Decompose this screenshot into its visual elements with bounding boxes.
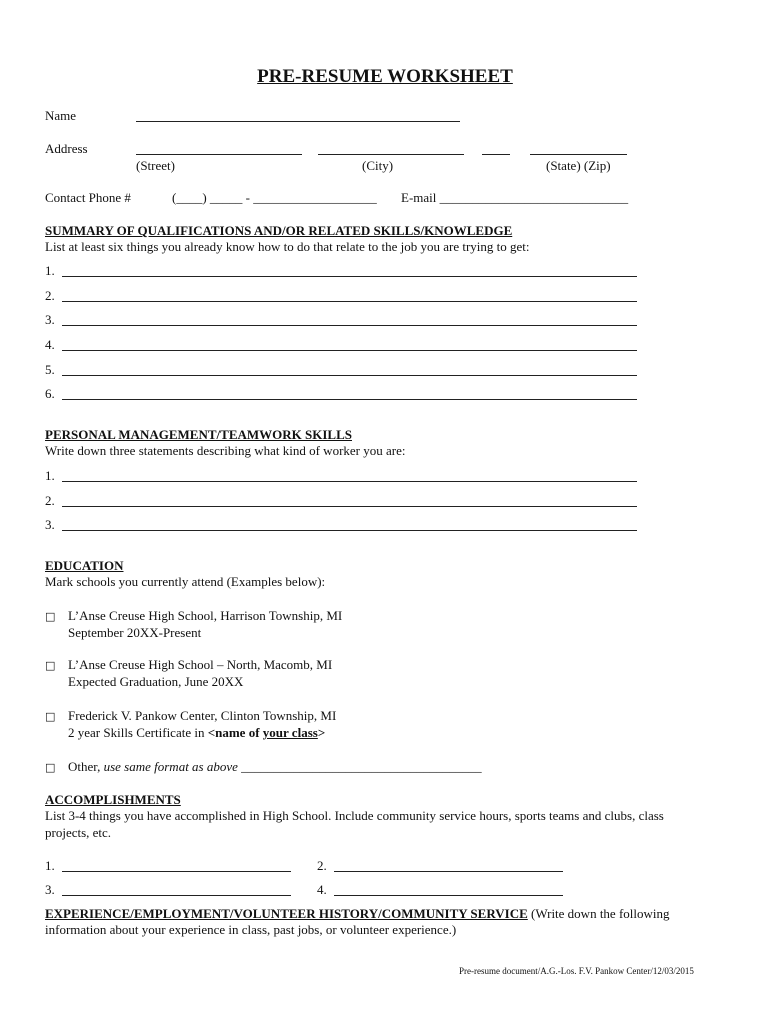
- summary-item-number: 4.: [45, 337, 55, 352]
- state-field-line[interactable]: [482, 154, 510, 155]
- class-placeholder-text: your class: [262, 725, 318, 740]
- other-checkbox[interactable]: □: [45, 761, 56, 774]
- state-zip-caption: (State) (Zip): [546, 158, 611, 173]
- personal-instruction: Write down three statements describing what kind of worker you are:: [45, 443, 406, 458]
- experience-instruction: (Write down the following: [527, 906, 670, 921]
- accomplishment-line[interactable]: [62, 871, 291, 872]
- experience-instruction-cont: information about your experience in class, past jobs, or volunteer experience.): [45, 922, 457, 937]
- summary-item-line[interactable]: [62, 301, 637, 302]
- summary-item-line[interactable]: [62, 350, 637, 351]
- school-checkbox[interactable]: □: [45, 659, 56, 672]
- footer-note: Pre-resume document/A.G.-Los. F.V. Pankow Center/12/03/2015: [459, 966, 694, 976]
- experience-heading-line: [45, 906, 670, 922]
- city-field-line[interactable]: [318, 154, 464, 155]
- school-name: Frederick V. Pankow Center, Clinton Township, MI: [68, 708, 337, 723]
- personal-item-number: 1.: [45, 468, 55, 483]
- accomplishments-heading: ACCOMPLISHMENTS: [45, 792, 181, 807]
- school-detail-prefix: 2 year Skills Certificate in: [68, 725, 208, 740]
- education-instruction: Mark schools you currently attend (Examples below):: [45, 574, 326, 589]
- summary-item-number: 6.: [45, 386, 55, 401]
- personal-heading: PERSONAL MANAGEMENT/TEAMWORK SKILLS: [45, 427, 352, 442]
- school-detail: Expected Graduation, June 20XX: [68, 674, 244, 689]
- education-heading: EDUCATION: [45, 558, 124, 573]
- zip-field-line[interactable]: [530, 154, 627, 155]
- summary-item-number: 3.: [45, 312, 55, 327]
- personal-item-line[interactable]: [62, 481, 637, 482]
- summary-instruction: List at least six things you already know how to do that relate to the job you are trying to get:: [45, 239, 530, 254]
- summary-item-number: 1.: [45, 263, 55, 278]
- school-detail: September 20XX-Present: [68, 625, 202, 640]
- school-checkbox[interactable]: □: [45, 610, 56, 623]
- city-caption: (City): [362, 158, 394, 173]
- class-placeholder-close: >: [317, 725, 326, 740]
- personal-item-line[interactable]: [62, 506, 637, 507]
- phone-field[interactable]: (____) _____ - ___________________: [172, 190, 377, 205]
- phone-label: Contact Phone #: [45, 190, 131, 205]
- summary-item-number: 2.: [45, 288, 55, 303]
- email-field[interactable]: E-mail _____________________________: [401, 190, 629, 205]
- summary-item-line[interactable]: [62, 399, 637, 400]
- summary-item-line[interactable]: [62, 375, 637, 376]
- personal-item-number: 3.: [45, 517, 55, 532]
- accomplishment-number: 1.: [45, 858, 55, 873]
- other-format-hint: use same format as above: [103, 759, 238, 774]
- accomplishments-instruction-cont: projects, etc.: [45, 825, 112, 840]
- address-label: Address: [45, 141, 88, 156]
- summary-item-line[interactable]: [62, 276, 637, 277]
- other-school-line: [68, 759, 482, 775]
- school-name: L’Anse Creuse High School, Harrison Township, MI: [68, 608, 343, 623]
- experience-heading: EXPERIENCE/EMPLOYMENT/VOLUNTEER HISTORY/COMMUNITY SERVICE: [45, 906, 528, 921]
- summary-heading: SUMMARY OF QUALIFICATIONS AND/OR RELATED SKILLS/KNOWLEDGE: [45, 223, 513, 238]
- summary-item-number: 5.: [45, 362, 55, 377]
- summary-item-line[interactable]: [62, 325, 637, 326]
- accomplishment-number: 4.: [317, 882, 327, 897]
- name-field-line[interactable]: [136, 121, 460, 122]
- other-label: Other,: [68, 759, 104, 774]
- name-label: Name: [45, 108, 77, 123]
- personal-item-number: 2.: [45, 493, 55, 508]
- page-title: PRE-RESUME WORKSHEET: [257, 66, 513, 87]
- school-name: L’Anse Creuse High School – North, Macomb, MI: [68, 657, 333, 672]
- accomplishment-line[interactable]: [62, 895, 291, 896]
- other-blank[interactable]: _____________________________________: [241, 759, 482, 774]
- accomplishment-line[interactable]: [334, 871, 563, 872]
- accomplishments-instruction: List 3-4 things you have accomplished in High School. Include community service hours, sports teams and clubs, class: [45, 808, 664, 823]
- street-caption: (Street): [136, 158, 175, 173]
- personal-item-line[interactable]: [62, 530, 637, 531]
- accomplishment-line[interactable]: [334, 895, 563, 896]
- street-field-line[interactable]: [136, 154, 302, 155]
- accomplishment-number: 3.: [45, 882, 55, 897]
- school-checkbox[interactable]: □: [45, 710, 56, 723]
- accomplishment-number: 2.: [317, 858, 327, 873]
- school-detail: [68, 725, 325, 741]
- class-placeholder-open: <name of: [207, 725, 263, 740]
